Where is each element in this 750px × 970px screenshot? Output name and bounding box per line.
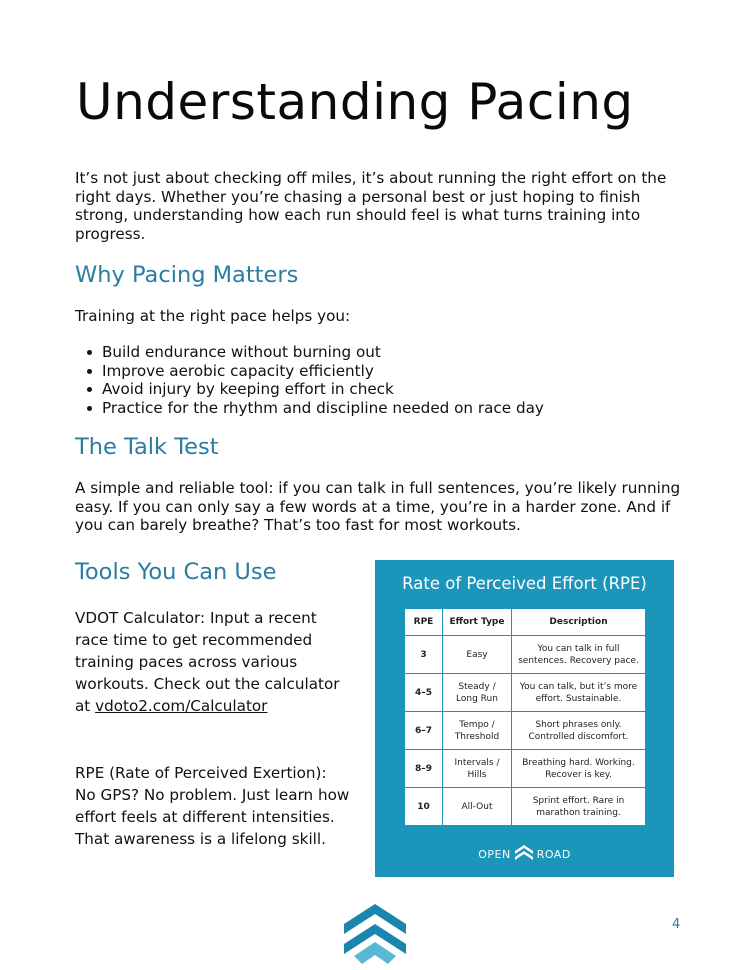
table-row: [405, 674, 646, 712]
list-item: Improve aerobic capacity efficiently: [75, 362, 544, 381]
table-header-row: [405, 609, 646, 636]
effort-type: All-Out: [443, 788, 512, 826]
brand-open: OPEN: [478, 848, 511, 861]
page-number: 4: [672, 917, 681, 932]
intro-paragraph: It’s not just about checking off miles, it’s about running the right effort on the right days. Whether you’re chasing a personal best or just hoping to finish strong, understanding how each run should feel is what turns training into progress.: [75, 169, 667, 243]
column-header-description: Description: [512, 609, 646, 636]
rpe-card-title: Rate of Perceived Effort (RPE): [402, 574, 647, 593]
table-row: [405, 636, 646, 674]
chevron-stack-icon: [515, 845, 533, 864]
list-item: Build endurance without burning out: [75, 343, 544, 362]
list-item: Avoid injury by keeping effort in check: [75, 380, 544, 399]
rpe-paragraph: RPE (Rate of Perceived Exertion): No GPS? No problem. Just learn how effort feels at different intensities. That awareness is a lifelong skill.: [75, 764, 350, 848]
rpe-value: 6–7: [405, 712, 443, 750]
column-header-effort-type: Effort Type: [443, 609, 512, 636]
tools-heading: Tools You Can Use: [75, 559, 277, 585]
effort-description: You can talk in full sentences. Recovery pace.: [512, 636, 646, 674]
vdot-text: VDOT Calculator: Input a recent race time to get recommended training paces across various workouts. Check out the calculator at: [75, 609, 340, 715]
effort-type: Easy: [443, 636, 512, 674]
effort-description: Breathing hard. Working. Recover is key.: [512, 750, 646, 788]
list-item: Practice for the rhythm and discipline needed on race day: [75, 399, 544, 418]
table-row: [405, 750, 646, 788]
chevron-stack-icon: [344, 902, 406, 969]
vdot-paragraph: [75, 607, 350, 717]
rpe-value: 3: [405, 636, 443, 674]
effort-description: Sprint effort. Rare in marathon training.: [512, 788, 646, 826]
effort-description: Short phrases only. Controlled discomfort.: [512, 712, 646, 750]
why-pacing-lead: Training at the right pace helps you:: [75, 307, 351, 325]
effort-type: Steady / Long Run: [443, 674, 512, 712]
rpe-value: 10: [405, 788, 443, 826]
rpe-card: [375, 560, 674, 877]
vdot-calculator-link[interactable]: vdoto2.com/Calculator: [95, 697, 268, 715]
table-row: [405, 788, 646, 826]
rpe-table: [404, 608, 646, 826]
brand-mark: [375, 845, 674, 864]
talk-test-heading: The Talk Test: [75, 434, 219, 460]
effort-type: Intervals / Hills: [443, 750, 512, 788]
effort-type: Tempo / Threshold: [443, 712, 512, 750]
rpe-value: 8–9: [405, 750, 443, 788]
column-header-rpe: RPE: [405, 609, 443, 636]
pacing-benefits-list: [75, 343, 544, 417]
effort-description: You can talk, but it’s more effort. Sustainable.: [512, 674, 646, 712]
talk-test-paragraph: A simple and reliable tool: if you can talk in full sentences, you’re likely running easy. If you can only say a few words at a time, you’re in a harder zone. And if you can barely breathe? That’s too fast for most workouts.: [75, 479, 681, 534]
why-pacing-heading: Why Pacing Matters: [75, 262, 299, 288]
page-title: Understanding Pacing: [76, 73, 634, 131]
table-row: [405, 712, 646, 750]
rpe-value: 4–5: [405, 674, 443, 712]
brand-road: ROAD: [536, 848, 571, 861]
